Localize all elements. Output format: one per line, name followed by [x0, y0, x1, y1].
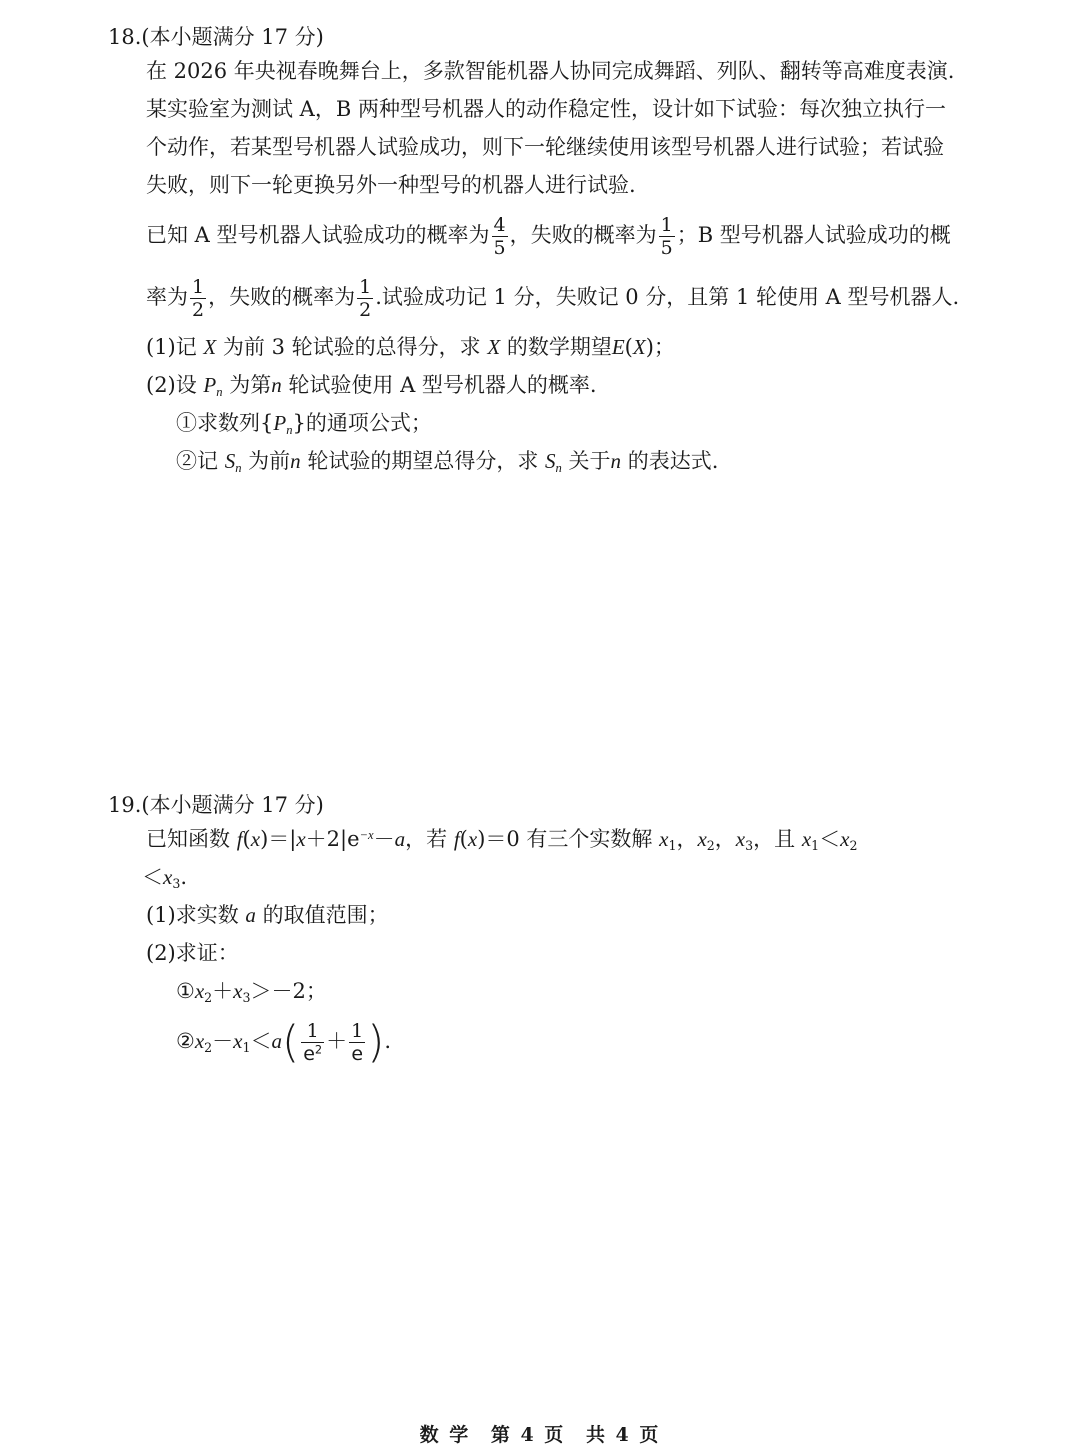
left-paren: ( [282, 1016, 300, 1068]
text-span: － [212, 1029, 234, 1053]
part-2-i [176, 404, 988, 442]
variable: X [487, 335, 501, 359]
footer-total-pages: 共 4 页 [585, 1424, 661, 1446]
variable: X [632, 335, 646, 359]
subscript: n [286, 422, 293, 437]
numerator: 1 [359, 276, 372, 298]
text-span: ；B 型号机器人试验成功的概 [676, 223, 951, 247]
fraction-1-2 [357, 276, 373, 321]
text-span: ( [459, 827, 468, 851]
subscript: 3 [242, 989, 251, 1005]
numerator: 1 [301, 1020, 324, 1043]
problem-19-body [142, 820, 988, 1072]
variable: S [224, 449, 236, 473]
text-span: 的数学期望 [500, 335, 612, 359]
text-line: 失败，则下一轮更换另外一种型号的机器人进行试验. [146, 173, 636, 197]
probability-line-1 [146, 204, 988, 266]
variable: a [245, 903, 256, 927]
text-span: )＝| [260, 827, 297, 851]
variable: P [203, 373, 217, 397]
problem-18-body [146, 52, 988, 480]
text-span: . [180, 865, 188, 889]
denominator: 2 [192, 299, 205, 321]
problem-number: 18. [108, 25, 142, 49]
variable: a [394, 827, 406, 851]
text-span: 轮试验使用 A 型号机器人的概率. [281, 373, 597, 397]
given-line-2 [142, 858, 988, 896]
text-span: ＜ [819, 827, 841, 851]
part-2-i [176, 972, 988, 1010]
text-span: ② [176, 1029, 195, 1053]
variable: x [467, 827, 478, 851]
subscript: 2 [706, 837, 715, 853]
given-line-1 [146, 820, 988, 858]
variable: x [697, 827, 707, 851]
variable: x [163, 865, 173, 889]
part-2 [146, 366, 988, 404]
problem-number: 19. [108, 793, 142, 817]
page-footer [0, 1420, 1080, 1447]
text-span: 轮试验的期望总得分，求 [300, 449, 546, 473]
variable: x [194, 979, 205, 1003]
part-1 [146, 896, 988, 934]
fraction-1-over-e [349, 1020, 365, 1065]
variable: n [290, 449, 301, 473]
text-line: 某实验室为测试 A，B 两种型号机器人的动作稳定性，设计如下试验：每次独立执行一 [146, 97, 946, 121]
exponent: 2 [314, 1042, 323, 1057]
problem-score: (本小题满分 17 分) [141, 793, 324, 817]
text-span: ①求数列{ [176, 411, 274, 435]
text-span: ① [176, 979, 195, 1003]
text-span: (2)设 [146, 373, 204, 397]
text-span: ＋ [212, 979, 234, 1003]
numerator: 1 [660, 214, 673, 236]
problem-18-header [108, 22, 988, 52]
subscript: 2 [204, 989, 213, 1005]
variable: x [801, 827, 812, 851]
problem-19 [108, 790, 988, 1072]
numerator: 1 [351, 1020, 364, 1042]
text-span: 的表达式. [621, 449, 719, 473]
variable: n [610, 449, 622, 473]
part-2 [146, 934, 988, 972]
text-span: ，失败的概率为 [509, 223, 657, 247]
text-span: 为前 3 轮试验的总得分，求 [216, 335, 488, 359]
denominator: e [351, 1043, 364, 1065]
text-span: )＝0 有三个实数解 [477, 827, 660, 851]
subscript: n [235, 460, 242, 475]
denominator: 5 [493, 237, 506, 259]
fraction-1-over-e2 [301, 1020, 324, 1065]
probability-line-2 [146, 266, 988, 328]
subscript: n [216, 384, 223, 399]
footer-subject: 数 学 [419, 1424, 471, 1446]
variable: S [545, 449, 556, 473]
subscript: 3 [745, 837, 754, 853]
variable: x [194, 1029, 205, 1053]
subscript: 2 [849, 837, 858, 853]
fraction-1-5 [659, 214, 675, 259]
text-span: (1)求实数 [146, 903, 246, 927]
text-span: 率为 [146, 285, 188, 309]
e-constant: e [303, 1043, 315, 1065]
fraction-1-2 [190, 276, 206, 321]
variable: x [233, 1029, 243, 1053]
text-span: 的取值范围； [255, 903, 389, 927]
denominator: 2 [359, 299, 372, 321]
exponent: −x [359, 828, 374, 843]
right-paren: ) [367, 1016, 385, 1068]
subscript: 1 [811, 837, 820, 853]
subscript: 3 [172, 875, 181, 891]
text-span: ( [242, 827, 251, 851]
text-span: ②记 [176, 449, 225, 473]
problem-18 [108, 22, 988, 480]
numerator: 4 [493, 214, 506, 236]
variable: f [453, 827, 460, 851]
variable: x [735, 827, 746, 851]
text-span: ＜ [250, 1029, 272, 1053]
subscript: 2 [204, 1039, 213, 1055]
variable: x [233, 979, 243, 1003]
part-2-ii [176, 442, 988, 480]
part-2-ii [176, 1010, 988, 1072]
variable: a [271, 1029, 283, 1053]
text-span: ＋ [326, 1029, 348, 1053]
text-span: 已知 A 型号机器人试验成功的概率为 [146, 223, 490, 247]
variable: x [296, 827, 306, 851]
variable: n [271, 373, 282, 397]
part-1 [146, 328, 988, 366]
text-span: 关于 [561, 449, 611, 473]
text-line: 在 2026 年央视春晚舞台上，多款智能机器人协同完成舞蹈、列队、翻转等高难度表演. [146, 59, 955, 83]
text-span: 为第 [222, 373, 272, 397]
text-span: ， [676, 827, 698, 851]
variable: x [659, 827, 669, 851]
text-span: .试验成功记 1 分，失败记 0 分，且第 1 轮使用 A 型号机器人. [375, 285, 960, 309]
fraction-4-5 [492, 214, 508, 259]
text-span: }的通项公式； [292, 411, 432, 435]
numerator: 1 [192, 276, 205, 298]
text-span: － [373, 827, 395, 851]
text-span: )； [645, 335, 675, 359]
variable: x [250, 827, 261, 851]
variable: X [203, 335, 217, 359]
text-span: ＞－2； [250, 979, 327, 1003]
text-line: 个动作，若某型号机器人试验成功，则下一轮继续使用该型号机器人进行试验；若试验 [146, 135, 944, 159]
text-span: ，失败的概率为 [208, 285, 356, 309]
problem-score: (本小题满分 17 分) [141, 25, 324, 49]
text-span: ，若 [405, 827, 454, 851]
text-span: ( [624, 335, 633, 359]
text-span: ，且 [753, 827, 802, 851]
text-span: . [384, 1029, 392, 1053]
text-span: (1)记 [146, 335, 204, 359]
problem-19-header [108, 790, 988, 820]
variable: f [236, 827, 243, 851]
text-span: 为前 [241, 449, 291, 473]
denominator [301, 1043, 324, 1065]
subscript: 1 [668, 837, 677, 853]
text-span: ＜ [142, 865, 163, 889]
footer-page-number: 第 4 页 [490, 1424, 566, 1446]
text-span: (2)求证： [146, 941, 239, 965]
denominator: 5 [660, 237, 673, 259]
subscript: 1 [242, 1039, 251, 1055]
variable: P [273, 411, 287, 435]
variable: E [611, 335, 625, 359]
text-span: ＋2|e [305, 827, 360, 851]
subscript: n [555, 460, 562, 475]
text-span: 已知函数 [146, 827, 237, 851]
text-span: ， [714, 827, 736, 851]
variable: x [840, 827, 850, 851]
